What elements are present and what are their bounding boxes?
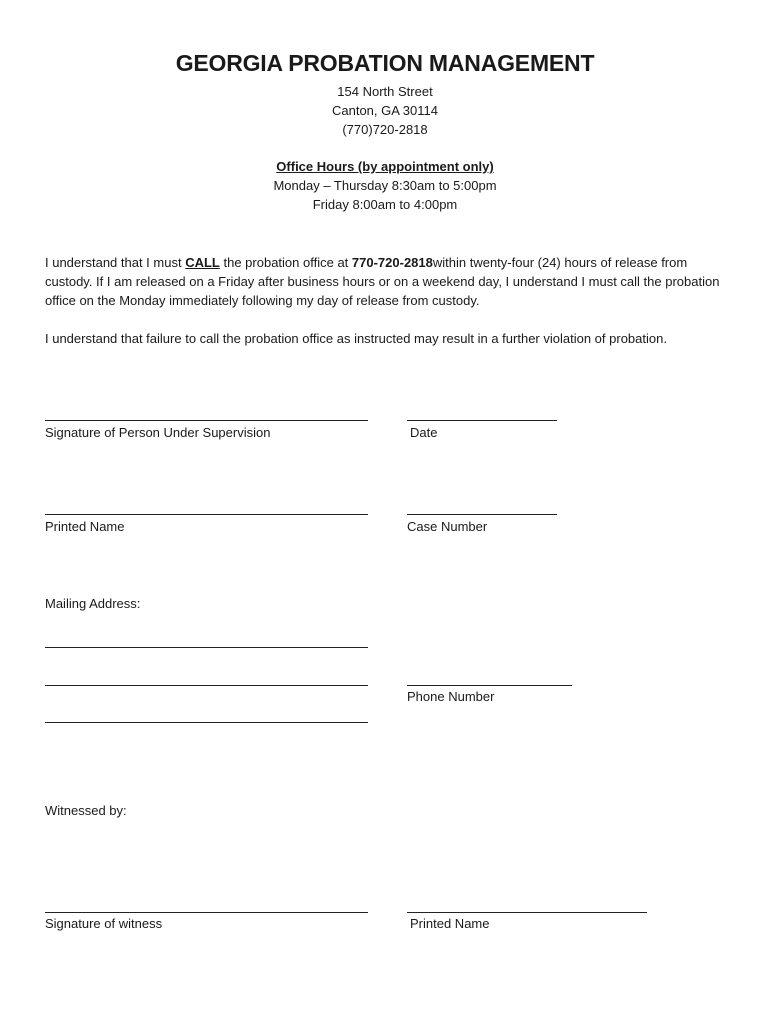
witnessed-by-label: Witnessed by: — [45, 803, 127, 818]
address-line-2: Canton, GA 30114 — [331, 103, 438, 118]
office-phone: (770)720-2818 — [342, 122, 428, 137]
witness-printed-name-label: Printed Name — [410, 916, 490, 931]
signature-label: Signature of Person Under Supervision — [45, 425, 271, 440]
statement-part-1: I understand that I must — [45, 255, 186, 270]
office-hours-heading — [0, 159, 770, 174]
statement-part-2: the probation office at — [219, 255, 352, 270]
statement-part-3: within twenty-four (24) hours of release from custody. If I am released on a Friday after business hours or on a weekend day, I understand I must call the probation office on the Monday immediately following my day of release from custody. — [45, 255, 720, 308]
address-line-1: 154 North Street — [337, 84, 433, 99]
date-label: Date — [410, 425, 438, 440]
mailing-address-line-3[interactable] — [45, 722, 368, 723]
statement-phone: 770-720-2818 — [351, 255, 433, 270]
date-line[interactable] — [407, 420, 557, 421]
witness-signature-line[interactable] — [45, 912, 368, 913]
printed-name-label: Printed Name — [45, 519, 125, 534]
mailing-address-label: Mailing Address: — [45, 596, 141, 611]
witness-printed-name-line[interactable] — [407, 912, 647, 913]
printed-name-line[interactable] — [45, 514, 368, 515]
release-call-statement — [45, 253, 725, 310]
document-title: GEORGIA PROBATION MANAGEMENT — [175, 50, 595, 76]
mailing-address-line-2[interactable] — [45, 685, 368, 686]
office-hours-heading-text: Office Hours (by appointment only) — [276, 159, 494, 174]
call-word: CALL — [185, 255, 220, 270]
case-number-label: Case Number — [407, 519, 488, 534]
office-hours-friday: Friday 8:00am to 4:00pm — [312, 197, 458, 212]
phone-number-line[interactable] — [407, 685, 572, 686]
phone-number-label: Phone Number — [407, 689, 495, 704]
violation-statement: I understand that failure to call the probation office as instructed may result in a further violation of probation. — [45, 331, 667, 346]
witness-signature-label: Signature of witness — [45, 916, 163, 931]
signature-line[interactable] — [45, 420, 368, 421]
office-hours-weekday: Monday – Thursday 8:30am to 5:00pm — [273, 178, 497, 193]
case-number-line[interactable] — [407, 514, 557, 515]
mailing-address-line-1[interactable] — [45, 647, 368, 648]
